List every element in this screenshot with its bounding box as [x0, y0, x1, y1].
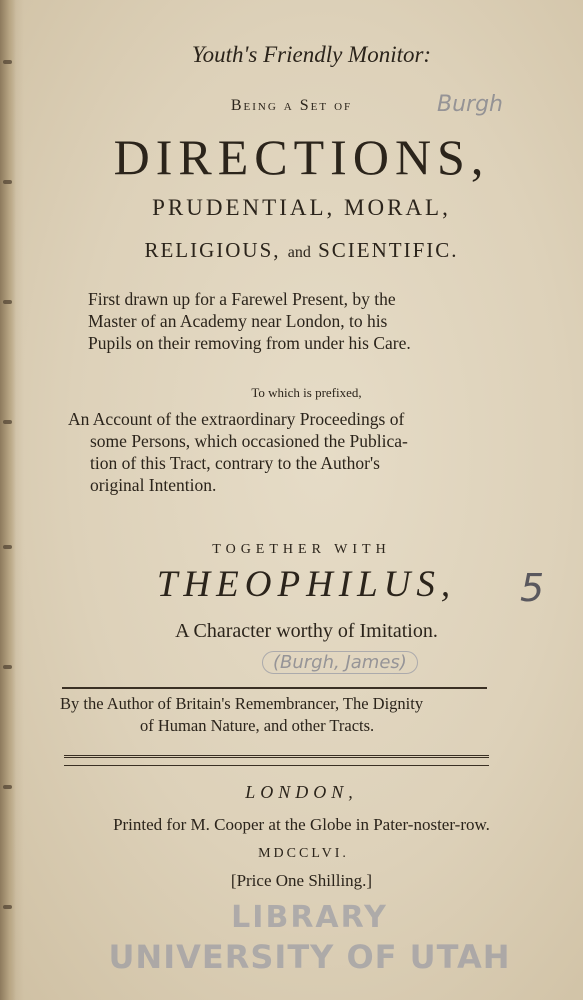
- book-title: Youth's Friendly Monitor:: [191, 42, 432, 67]
- prefixed-line: To which is prefixed,: [251, 385, 362, 400]
- account-line: original Intention.: [90, 475, 217, 495]
- first-drawn-line: Pupils on their removing from under his Care.: [88, 333, 411, 353]
- together-with: TOGETHER WITH: [212, 542, 391, 557]
- religious-word: RELIGIOUS,: [144, 238, 281, 262]
- account-line: An Account of the extraordinary Proceedings of: [68, 409, 405, 429]
- library-stamp-line2: UNIVERSITY OF UTAH: [108, 938, 511, 976]
- theophilus-heading: THEOPHILUS,: [156, 564, 457, 605]
- first-drawn-paragraph: [88, 288, 411, 354]
- scientific-word: SCIENTIFIC.: [318, 238, 459, 262]
- pencil-annotation-name: (Burgh, James): [262, 651, 418, 674]
- printed-for: Printed for M. Cooper at the Globe in Pater-noster-row.: [113, 815, 490, 834]
- london: LONDON,: [245, 782, 358, 802]
- author-line: By the Author of Britain's Remembrancer, The Dignity: [60, 694, 424, 713]
- pencil-annotation-number: 5: [520, 566, 545, 610]
- publication-date: MDCCLVI.: [258, 846, 349, 861]
- and-word: and: [287, 244, 311, 261]
- religious-scientific-line: [10, 238, 583, 263]
- prudential-moral: PRUDENTIAL, MORAL,: [152, 195, 451, 220]
- being-a-set-of: Being a Set of: [230, 97, 353, 114]
- rule-bottom: [64, 765, 489, 766]
- author-line: of Human Nature, and other Tracts.: [140, 716, 375, 735]
- author-paragraph: [60, 693, 423, 737]
- rule-top: [62, 687, 487, 689]
- character-line: A Character worthy of Imitation.: [175, 620, 438, 642]
- account-paragraph: [60, 408, 408, 496]
- pencil-annotation-top: Burgh: [437, 92, 503, 117]
- first-drawn-line: First drawn up for a Farewel Present, by the: [88, 289, 396, 309]
- price: [Price One Shilling.]: [230, 871, 373, 890]
- account-line: some Persons, which occasioned the Publica-: [90, 431, 408, 451]
- library-stamp-line1: LIBRARY: [231, 900, 388, 935]
- first-drawn-line: Master of an Academy near London, to his: [88, 311, 388, 331]
- account-line: tion of this Tract, contrary to the Author's: [90, 453, 380, 473]
- directions-heading: DIRECTIONS,: [113, 129, 490, 185]
- rule-double: [64, 755, 489, 762]
